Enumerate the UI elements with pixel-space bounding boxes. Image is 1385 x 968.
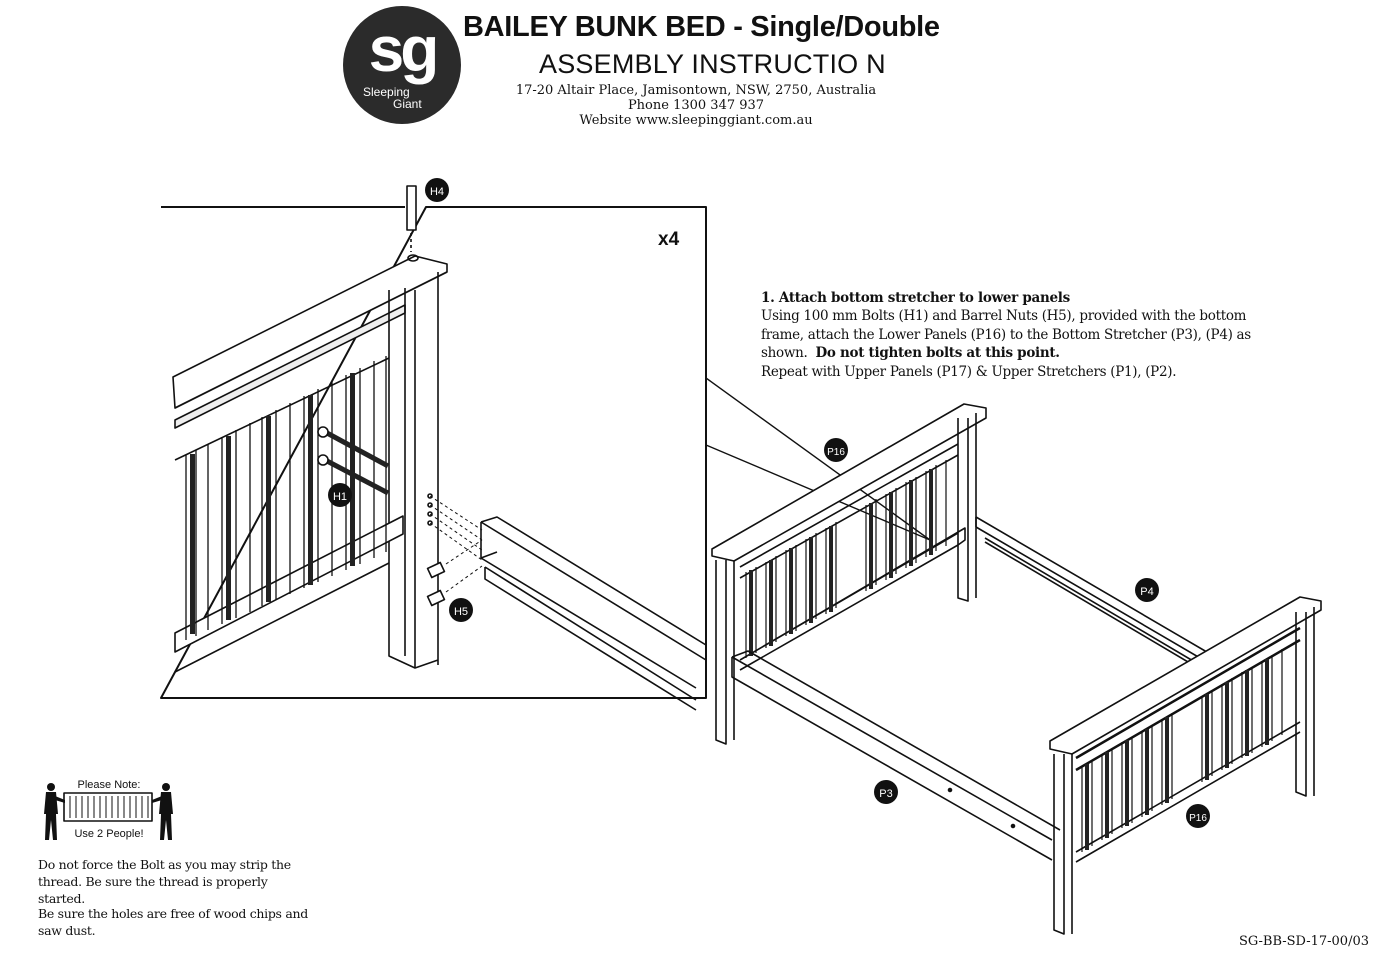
step-instructions <box>761 289 1261 381</box>
label-p16-bottom <box>1186 804 1210 828</box>
svg-text:H1: H1 <box>332 491 348 503</box>
step-line-1: Using 100 mm Bolts (H1) and Barrel Nuts (H5), provided with the bottom <box>761 308 1247 325</box>
please-note-label: Please Note: <box>77 779 141 791</box>
note-wood-chips: Be sure the holes are free of wood chips and saw dust. <box>38 906 308 938</box>
document-subtitle: ASSEMBLY INSTRUCTIO N <box>539 49 886 79</box>
bed-p4-stretcher <box>976 517 1212 672</box>
detail-headboard <box>173 256 706 710</box>
logo-mark: sg <box>368 13 436 85</box>
company-address: 17-20 Altair Place, Jamisontown, NSW, 2750, Australia <box>515 83 877 98</box>
step-line-3-text: shown. <box>761 345 808 362</box>
logo-text-sleeping: Sleeping <box>363 85 410 99</box>
svg-text:H5: H5 <box>453 606 469 618</box>
bed-p3-stretcher <box>732 651 1060 860</box>
label-p16-top <box>824 438 848 462</box>
detail-multiplier: x4 <box>658 229 680 250</box>
svg-text:P16: P16 <box>1189 813 1207 824</box>
use-two-people-label: Use 2 People! <box>74 828 144 840</box>
step-line-4: Repeat with Upper Panels (P17) & Upper Stretchers (P1), (P2). <box>761 363 1177 380</box>
logo-text-giant: Giant <box>393 97 422 111</box>
label-h4 <box>425 178 449 202</box>
step-heading: 1. Attach bottom stretcher to lower panels <box>761 290 1070 306</box>
label-p4 <box>1135 578 1159 602</box>
document-code: SG-BB-SD-17-00/03 <box>1238 934 1369 949</box>
step-warning: Do not tighten bolts at this point. <box>815 345 1060 362</box>
company-phone: Phone 1300 347 937 <box>627 98 765 113</box>
document-title: BAILEY BUNK BED - Single/Double <box>463 11 940 43</box>
bed-left-panel <box>712 404 986 744</box>
company-website: Website www.sleepinggiant.com.au <box>579 113 813 128</box>
detail-frame <box>161 207 706 698</box>
note-bolt-thread: Do not force the Bolt as you may strip the thread. Be sure the thread is properly started. <box>38 857 291 906</box>
svg-text:P16: P16 <box>827 447 845 458</box>
part-labels <box>74 178 1210 840</box>
svg-text:P4: P4 <box>1140 586 1154 598</box>
step-line-2: frame, attach the Lower Panels (P16) to the Bottom Stretcher (P3), (P4) as <box>761 326 1251 343</box>
label-p3 <box>874 780 898 804</box>
h4-dowel <box>407 186 418 261</box>
svg-text:H4: H4 <box>429 186 445 198</box>
h5-barrel-nuts <box>428 540 482 605</box>
step-line-3 <box>761 344 1261 362</box>
label-h1 <box>328 483 352 507</box>
svg-text:P3: P3 <box>879 788 893 800</box>
bed-right-panel <box>1050 597 1321 934</box>
label-h5 <box>449 598 473 622</box>
